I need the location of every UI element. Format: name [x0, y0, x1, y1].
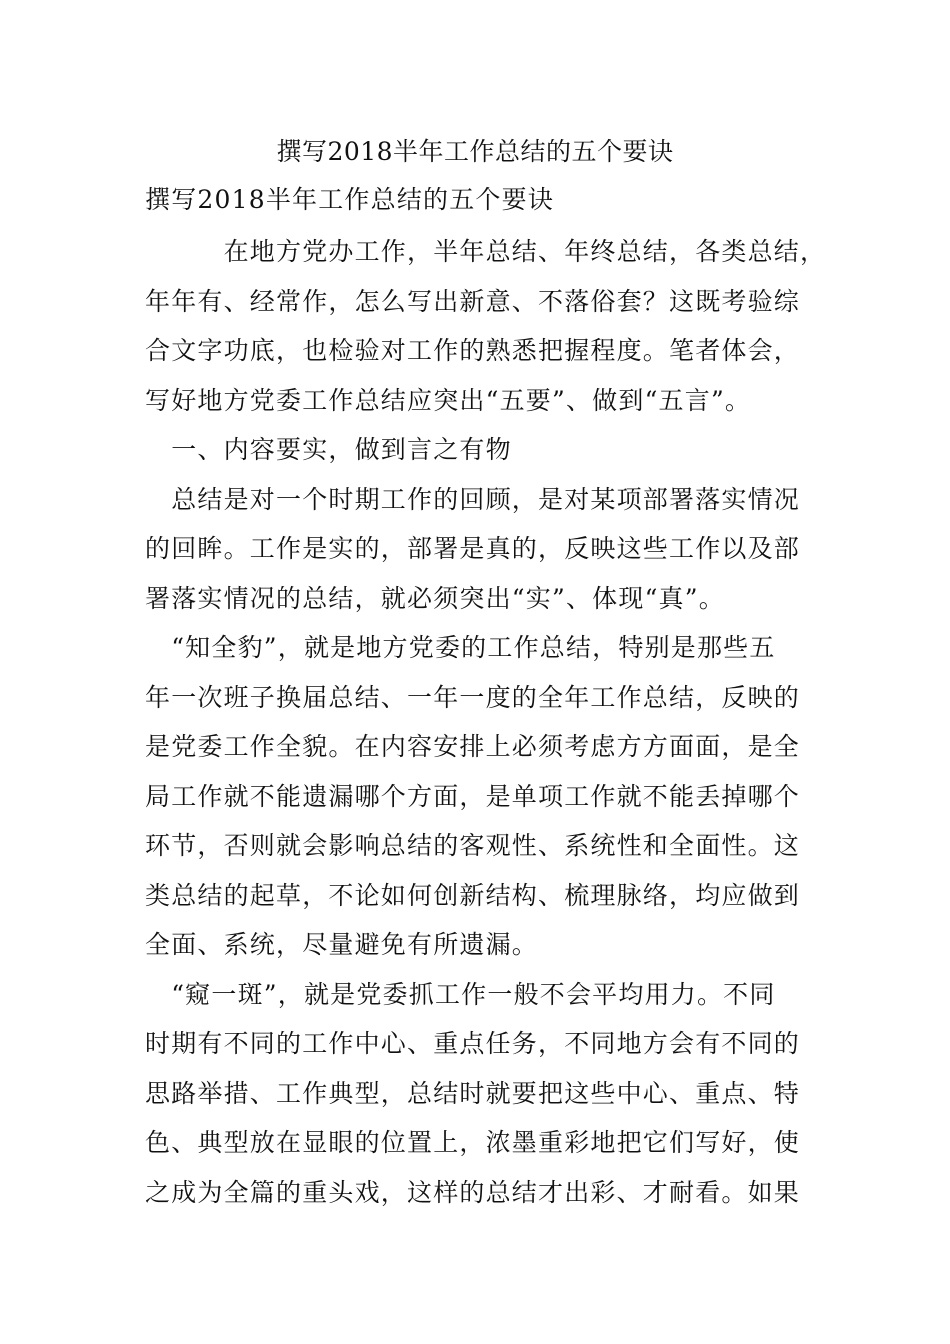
body-line: 合文字功底，也检验对工作的熟悉把握程度。笔者体会， — [145, 336, 801, 365]
body-line: 是党委工作全貌。在内容安排上必须考虑方方面面，是全 — [145, 732, 801, 761]
body-line: 之成为全篇的重头戏，这样的总结才出彩、才耐看。如果 — [145, 1177, 801, 1207]
body-line: “知全豹”，就是地方党委的工作总结，特别是那些五 — [145, 633, 776, 662]
body-line: 的回眸。工作是实的，部署是真的，反映这些工作以及部 — [145, 534, 801, 563]
body-line: 年年有、经常作，怎么写出新意、不落俗套？这既考验综 — [145, 286, 801, 316]
body-line: 全面、系统，尽量避免有所遗漏。 — [145, 930, 539, 959]
body-line: 局工作就不能遗漏哪个方面，是单项工作就不能丢掉哪个 — [145, 781, 801, 811]
body-line: 思路举措、工作典型，总结时就要把这些中心、重点、特 — [145, 1078, 801, 1108]
body-line: “窥一斑”，就是党委抓工作一般不会平均用力。不同 — [145, 979, 776, 1009]
body-line: 色、典型放在显眼的位置上，浓墨重彩地把它们写好，使 — [145, 1128, 801, 1157]
body-heading-line: 撰写2018半年工作总结的五个要诀 — [145, 185, 555, 214]
body-line: 在地方党办工作，半年总结、年终总结，各类总结， — [145, 237, 827, 266]
document-body — [145, 182, 835, 1224]
document-title: 撰写2018半年工作总结的五个要诀 — [276, 137, 674, 166]
body-line: 写好地方党委工作总结应突出“五要”、做到“五言”。 — [145, 385, 752, 415]
body-line: 环节，否则就会影响总结的客观性、系统性和全面性。这 — [145, 831, 801, 860]
body-line: 年一次班子换届总结、一年一度的全年工作总结，反映的 — [145, 682, 801, 712]
body-line: 时期有不同的工作中心、重点任务，不同地方会有不同的 — [145, 1029, 801, 1058]
body-line: 总结是对一个时期工作的回顾，是对某项部署落实情况 — [145, 484, 801, 514]
section-heading: 一、内容要实，做到言之有物 — [145, 435, 512, 464]
body-line: 署落实情况的总结，就必须突出“实”、体现“真”。 — [145, 583, 725, 613]
body-line: 类总结的起草，不论如何创新结构、梳理脉络，均应做到 — [145, 880, 801, 910]
